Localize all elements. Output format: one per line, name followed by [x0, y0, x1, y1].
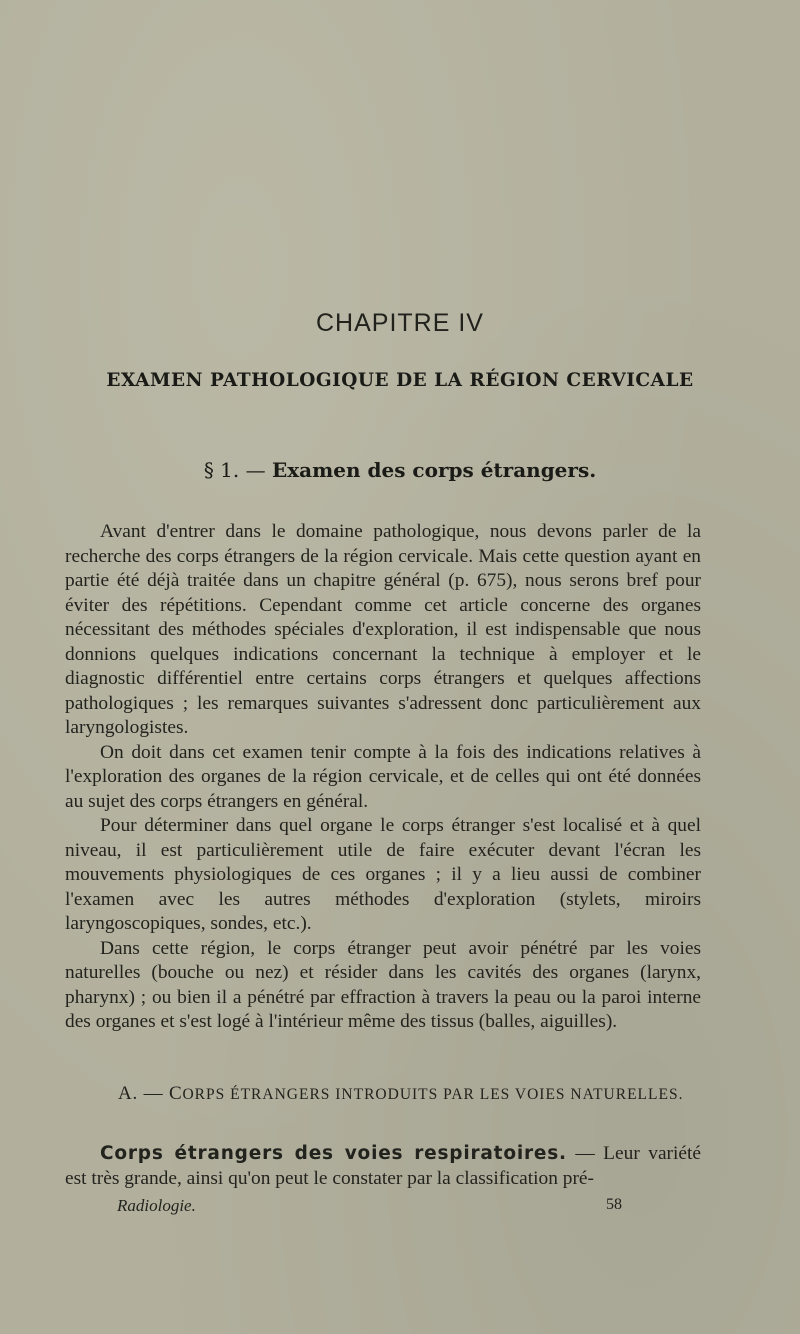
subsection-heading — [118, 1083, 683, 1105]
paragraph-text: — Leur variété est très grande, ainsi qu'on peut le constater par la classification pré- — [65, 1143, 701, 1189]
subsection-initial: C — [168, 1083, 183, 1104]
final-paragraph — [65, 1141, 701, 1191]
section-title — [0, 458, 800, 482]
paragraph: Dans cette région, le corps étranger peut avoir pénétré par les voies naturelles (bouche ou nez) et résider dans les cavités des organes (larynx, pharynx) ; ou bien il a pénétré par effraction à travers la peau ou la paroi interne des organes et s'est logé à l'intérieur même des tissus (balles, aiguilles). — [65, 937, 701, 1032]
paragraph: On doit dans cet examen tenir compte à la fois des indications relatives à l'exploration des organes de la région cervicale, et de celles qui ont été données au sujet des corps étrangers en général. — [65, 741, 701, 812]
paragraph-lead: Corps étrangers des voies respiratoires. — [100, 1143, 567, 1164]
section-title-text: Examen des corps étrangers. — [271, 458, 597, 482]
footer-signature: Radiologie. — [117, 1196, 196, 1215]
section-number: § 1. — — [203, 458, 272, 482]
subsection-letter: A. — — [118, 1083, 169, 1104]
paragraph: Pour déterminer dans quel organe le corps étranger s'est localisé et à quel niveau, il est particulièrement utile de faire exécuter devant l'écran les mouvements physiologiques de ces organes ; il y a lieu aussi de combiner l'examen avec les autres méthodes d'exploration (stylets, miroirs laryngoscopiques, sondes, etc.). — [65, 815, 701, 934]
subsection-title: ORPS ÉTRANGERS INTRODUITS PAR LES VOIES NATURELLES. — [182, 1086, 684, 1103]
footer-signature-number: 58 — [606, 1196, 622, 1213]
body-text — [65, 520, 701, 1035]
chapter-heading: EXAMEN PATHOLOGIQUE DE LA RÉGION CERVICALE — [106, 370, 694, 391]
paragraph: Avant d'entrer dans le domaine pathologique, nous devons parler de la recherche des corps étrangers de la région cervicale. Mais cette question ayant en partie été déjà traitée dans un chapitre général (p. 675), nous serons bref pour éviter des répétitions. Cependant comme cet article concerne des organes nécessitant des méthodes spéciales d'exploration, il est indispensable que nous donnions quelques indications concernant la technique à employer et le diagnostic différentiel entre certains corps étrangers et quelques affections pathologiques ; les remarques suivantes s'adressent donc particulièrement aux laryngologistes. — [65, 521, 701, 738]
chapter-title: CHAPITRE IV — [316, 309, 484, 337]
